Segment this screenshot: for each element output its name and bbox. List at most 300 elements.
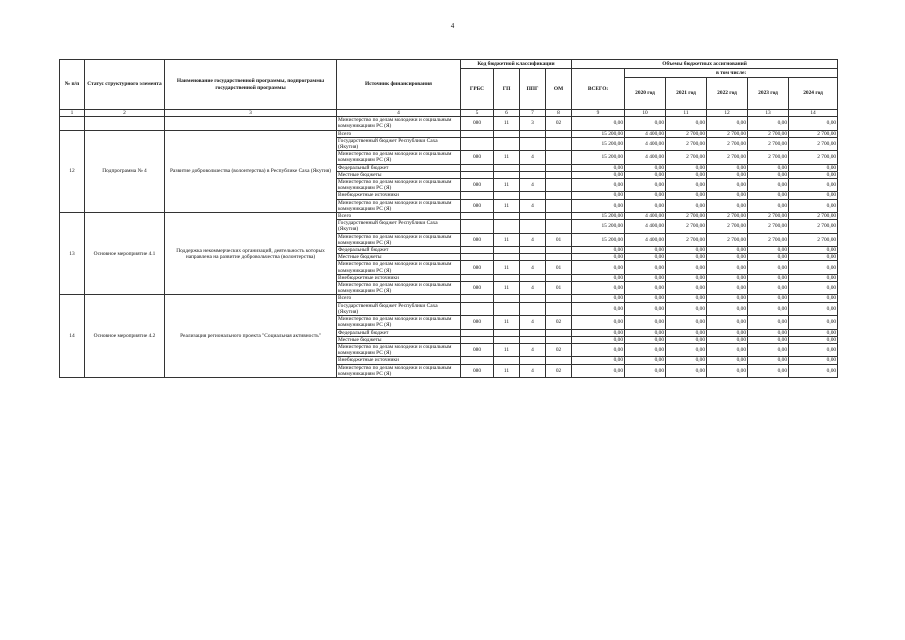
source-cell: Министерство по делам молодежи и социальным коммуникациям РС (Я) xyxy=(337,364,461,377)
ppp-cell xyxy=(520,192,546,199)
year-value-cell: 2 700,00 xyxy=(707,220,748,233)
grbs-cell: 080 xyxy=(461,261,494,274)
source-cell: Внебюджетные источники xyxy=(337,274,461,281)
year-value-cell: 0,00 xyxy=(748,261,789,274)
gp-cell: 11 xyxy=(494,199,520,212)
ppp-cell xyxy=(520,329,546,336)
year-value-cell: 0,00 xyxy=(666,117,707,130)
year-value-cell: 0,00 xyxy=(748,171,789,178)
year-value-cell: 0,00 xyxy=(707,261,748,274)
table-row xyxy=(60,213,838,220)
total-cell: 0,00 xyxy=(572,199,625,212)
grbs-cell xyxy=(461,130,494,137)
year-value-cell: 2 700,00 xyxy=(748,213,789,220)
name-cell xyxy=(165,117,337,130)
om-cell xyxy=(546,179,572,192)
header-year: 2022 год xyxy=(707,78,748,110)
year-value-cell: 0,00 xyxy=(666,254,707,261)
header-total: ВСЕГО: xyxy=(572,69,625,110)
year-value-cell: 2 700,00 xyxy=(666,137,707,150)
om-cell xyxy=(546,329,572,336)
column-number: 3 xyxy=(165,110,337,117)
total-cell: 0,00 xyxy=(572,117,625,130)
column-number: 11 xyxy=(666,110,707,117)
table-row xyxy=(60,117,838,130)
year-value-cell: 0,00 xyxy=(666,164,707,171)
total-cell: 0,00 xyxy=(572,364,625,377)
grbs-cell: 080 xyxy=(461,179,494,192)
om-cell xyxy=(546,247,572,254)
ppp-cell xyxy=(520,336,546,343)
year-value-cell: 0,00 xyxy=(625,329,666,336)
source-cell: Министерство по делам молодежи и социальным коммуникациям РС (Я) xyxy=(337,282,461,295)
total-cell: 0,00 xyxy=(572,302,625,315)
ppp-cell xyxy=(520,357,546,364)
source-cell: Местные бюджеты xyxy=(337,336,461,343)
year-value-cell: 0,00 xyxy=(666,199,707,212)
page-number: 4 xyxy=(450,22,455,30)
year-value-cell: 4 400,00 xyxy=(625,220,666,233)
ppp-cell xyxy=(520,171,546,178)
ppp-cell: 3 xyxy=(520,117,546,130)
column-number: 9 xyxy=(572,110,625,117)
program-name: Реализация регионального проекта "Социальная активность" xyxy=(165,295,337,377)
total-cell: 15 200,00 xyxy=(572,220,625,233)
ppp-cell xyxy=(520,254,546,261)
year-value-cell: 0,00 xyxy=(625,343,666,356)
year-value-cell: 0,00 xyxy=(789,329,838,336)
table-row xyxy=(60,295,838,302)
year-value-cell: 0,00 xyxy=(789,199,838,212)
year-value-cell: 2 700,00 xyxy=(707,130,748,137)
header-year: 2023 год xyxy=(748,78,789,110)
grbs-cell xyxy=(461,274,494,281)
source-cell: Внебюджетные источники xyxy=(337,357,461,364)
grbs-cell xyxy=(461,254,494,261)
row-number: 13 xyxy=(60,213,85,295)
gp-cell xyxy=(494,137,520,150)
year-value-cell: 2 700,00 xyxy=(666,233,707,246)
year-value-cell: 0,00 xyxy=(748,364,789,377)
header-name: Наименование государственной программы, подпрограммы государственной программы xyxy=(165,60,337,110)
year-value-cell: 0,00 xyxy=(748,329,789,336)
grbs-cell xyxy=(461,164,494,171)
year-value-cell: 0,00 xyxy=(707,117,748,130)
source-cell: Государственный бюджет Республики Саха (Якутия) xyxy=(337,302,461,315)
column-number: 1 xyxy=(60,110,85,117)
column-number: 14 xyxy=(789,110,838,117)
year-value-cell: 0,00 xyxy=(707,364,748,377)
column-number: 10 xyxy=(625,110,666,117)
source-cell: Государственный бюджет Республики Саха (Якутия) xyxy=(337,137,461,150)
column-number: 5 xyxy=(461,110,494,117)
ppp-cell xyxy=(520,137,546,150)
gp-cell xyxy=(494,329,520,336)
year-value-cell: 2 700,00 xyxy=(666,213,707,220)
total-cell: 15 200,00 xyxy=(572,151,625,164)
year-value-cell: 4 400,00 xyxy=(625,137,666,150)
year-value-cell: 0,00 xyxy=(789,171,838,178)
total-cell: 0,00 xyxy=(572,261,625,274)
column-number: 12 xyxy=(707,110,748,117)
header-om: ОМ xyxy=(546,69,572,110)
om-cell: 02 xyxy=(546,343,572,356)
year-value-cell: 0,00 xyxy=(625,282,666,295)
source-cell: Министерство по делам молодежи и социальным коммуникациям РС (Я) xyxy=(337,316,461,329)
total-cell: 0,00 xyxy=(572,254,625,261)
year-value-cell: 0,00 xyxy=(789,364,838,377)
gp-cell xyxy=(494,274,520,281)
total-cell: 0,00 xyxy=(572,179,625,192)
source-cell: Местные бюджеты xyxy=(337,171,461,178)
year-value-cell: 0,00 xyxy=(748,295,789,302)
total-cell: 0,00 xyxy=(572,192,625,199)
header-gp: ГП xyxy=(494,69,520,110)
year-value-cell: 0,00 xyxy=(625,302,666,315)
source-cell: Министерство по делам молодежи и социальным коммуникациям РС (Я) xyxy=(337,343,461,356)
total-cell: 0,00 xyxy=(572,357,625,364)
year-value-cell: 2 700,00 xyxy=(789,130,838,137)
program-name: Поддержка некоммерческих организаций, деятельность которых направлена на развитие добровольчества (волонтерства) xyxy=(165,213,337,295)
source-cell: Государственный бюджет Республики Саха (Якутия) xyxy=(337,220,461,233)
source-cell: Федеральный бюджет xyxy=(337,164,461,171)
gp-cell: 11 xyxy=(494,282,520,295)
year-value-cell: 0,00 xyxy=(748,357,789,364)
table-row xyxy=(60,130,838,137)
total-cell: 15 200,00 xyxy=(572,213,625,220)
year-value-cell: 0,00 xyxy=(666,282,707,295)
year-value-cell: 0,00 xyxy=(666,247,707,254)
year-value-cell: 0,00 xyxy=(666,357,707,364)
year-value-cell: 0,00 xyxy=(748,179,789,192)
grbs-cell xyxy=(461,171,494,178)
grbs-cell xyxy=(461,247,494,254)
header-no: № п/п xyxy=(60,60,85,110)
budget-table xyxy=(59,59,838,378)
year-value-cell: 0,00 xyxy=(707,192,748,199)
ppp-cell xyxy=(520,164,546,171)
gp-cell xyxy=(494,213,520,220)
gp-cell: 11 xyxy=(494,117,520,130)
grbs-cell: 080 xyxy=(461,282,494,295)
year-value-cell: 0,00 xyxy=(666,179,707,192)
year-value-cell: 0,00 xyxy=(625,247,666,254)
year-value-cell: 0,00 xyxy=(707,199,748,212)
year-value-cell: 0,00 xyxy=(707,164,748,171)
year-value-cell: 2 700,00 xyxy=(789,137,838,150)
header-source: Источник финансирования xyxy=(337,60,461,110)
om-cell xyxy=(546,164,572,171)
year-value-cell: 0,00 xyxy=(707,274,748,281)
year-value-cell: 0,00 xyxy=(666,261,707,274)
ppp-cell: 4 xyxy=(520,179,546,192)
year-value-cell: 0,00 xyxy=(707,302,748,315)
total-cell: 15 200,00 xyxy=(572,137,625,150)
year-value-cell: 2 700,00 xyxy=(666,220,707,233)
grbs-cell xyxy=(461,213,494,220)
om-cell xyxy=(546,137,572,150)
total-cell: 0,00 xyxy=(572,247,625,254)
column-number: 6 xyxy=(494,110,520,117)
year-value-cell: 0,00 xyxy=(789,117,838,130)
source-cell: Всего xyxy=(337,295,461,302)
ppp-cell: 4 xyxy=(520,233,546,246)
om-cell xyxy=(546,357,572,364)
header-code-group: Код бюджетной классификации xyxy=(461,60,572,69)
grbs-cell: 080 xyxy=(461,316,494,329)
ppp-cell: 4 xyxy=(520,364,546,377)
om-cell xyxy=(546,274,572,281)
year-value-cell: 2 700,00 xyxy=(707,213,748,220)
source-cell: Министерство по делам молодежи и социальным коммуникациям РС (Я) xyxy=(337,233,461,246)
year-value-cell: 0,00 xyxy=(789,192,838,199)
year-value-cell: 2 700,00 xyxy=(748,233,789,246)
year-value-cell: 0,00 xyxy=(625,274,666,281)
year-value-cell: 0,00 xyxy=(625,192,666,199)
year-value-cell: 0,00 xyxy=(707,316,748,329)
source-cell: Министерство по делам молодежи и социальным коммуникациям РС (Я) xyxy=(337,117,461,130)
year-value-cell: 0,00 xyxy=(625,364,666,377)
ppp-cell: 4 xyxy=(520,343,546,356)
year-value-cell: 0,00 xyxy=(789,261,838,274)
grbs-cell: 080 xyxy=(461,151,494,164)
total-cell: 0,00 xyxy=(572,316,625,329)
year-value-cell: 0,00 xyxy=(625,179,666,192)
ppp-cell: 4 xyxy=(520,151,546,164)
year-value-cell: 0,00 xyxy=(748,199,789,212)
no-cell xyxy=(60,117,85,130)
row-number: 14 xyxy=(60,295,85,377)
year-value-cell: 0,00 xyxy=(707,295,748,302)
om-cell: 02 xyxy=(546,316,572,329)
year-value-cell: 0,00 xyxy=(748,316,789,329)
year-value-cell: 0,00 xyxy=(789,282,838,295)
grbs-cell: 080 xyxy=(461,343,494,356)
gp-cell: 11 xyxy=(494,343,520,356)
year-value-cell: 2 700,00 xyxy=(748,130,789,137)
year-value-cell: 0,00 xyxy=(789,316,838,329)
year-value-cell: 0,00 xyxy=(707,171,748,178)
grbs-cell xyxy=(461,357,494,364)
year-value-cell: 0,00 xyxy=(707,329,748,336)
total-cell: 15 200,00 xyxy=(572,233,625,246)
header-year: 2020 год xyxy=(625,78,666,110)
year-value-cell: 0,00 xyxy=(748,274,789,281)
year-value-cell: 0,00 xyxy=(748,117,789,130)
source-cell: Местные бюджеты xyxy=(337,254,461,261)
grbs-cell xyxy=(461,137,494,150)
status-label: Основное мероприятие 4.1 xyxy=(85,213,165,295)
grbs-cell: 080 xyxy=(461,233,494,246)
year-value-cell: 0,00 xyxy=(625,261,666,274)
header-incl: в том числе: xyxy=(625,69,838,78)
ppp-cell xyxy=(520,220,546,233)
om-cell xyxy=(546,151,572,164)
year-value-cell: 4 400,00 xyxy=(625,233,666,246)
header-grbs: ГРБС xyxy=(461,69,494,110)
gp-cell xyxy=(494,220,520,233)
ppp-cell: 4 xyxy=(520,199,546,212)
ppp-cell xyxy=(520,295,546,302)
om-cell xyxy=(546,336,572,343)
year-value-cell: 2 700,00 xyxy=(789,220,838,233)
year-value-cell: 4 400,00 xyxy=(625,151,666,164)
year-value-cell: 0,00 xyxy=(748,282,789,295)
om-cell xyxy=(546,254,572,261)
gp-cell: 11 xyxy=(494,316,520,329)
total-cell: 0,00 xyxy=(572,282,625,295)
column-number: 2 xyxy=(85,110,165,117)
total-cell: 0,00 xyxy=(572,336,625,343)
year-value-cell: 0,00 xyxy=(666,364,707,377)
grbs-cell xyxy=(461,192,494,199)
year-value-cell: 0,00 xyxy=(625,295,666,302)
gp-cell xyxy=(494,192,520,199)
program-name: Развитие добровольчества (волонтерства) в Республике Саха (Якутия) xyxy=(165,130,337,212)
header-year: 2021 год xyxy=(666,78,707,110)
year-value-cell: 2 700,00 xyxy=(789,213,838,220)
year-value-cell: 0,00 xyxy=(666,192,707,199)
year-value-cell: 0,00 xyxy=(625,357,666,364)
status-label: Основное мероприятие 4.2 xyxy=(85,295,165,377)
year-value-cell: 0,00 xyxy=(748,254,789,261)
gp-cell xyxy=(494,254,520,261)
total-cell: 0,00 xyxy=(572,295,625,302)
year-value-cell: 0,00 xyxy=(707,282,748,295)
year-value-cell: 0,00 xyxy=(666,316,707,329)
year-value-cell: 2 700,00 xyxy=(748,220,789,233)
year-value-cell: 0,00 xyxy=(748,302,789,315)
source-cell: Всего xyxy=(337,213,461,220)
total-cell: 0,00 xyxy=(572,164,625,171)
grbs-cell: 080 xyxy=(461,364,494,377)
year-value-cell: 0,00 xyxy=(789,247,838,254)
year-value-cell: 0,00 xyxy=(748,247,789,254)
om-cell: 02 xyxy=(546,364,572,377)
om-cell xyxy=(546,130,572,137)
year-value-cell: 2 700,00 xyxy=(789,151,838,164)
ppp-cell xyxy=(520,130,546,137)
om-cell xyxy=(546,302,572,315)
year-value-cell: 0,00 xyxy=(748,164,789,171)
gp-cell xyxy=(494,336,520,343)
total-cell: 0,00 xyxy=(572,343,625,356)
source-cell: Министерство по делам молодежи и социальным коммуникациям РС (Я) xyxy=(337,261,461,274)
year-value-cell: 0,00 xyxy=(625,254,666,261)
gp-cell xyxy=(494,302,520,315)
year-value-cell: 0,00 xyxy=(789,295,838,302)
year-value-cell: 0,00 xyxy=(789,179,838,192)
year-value-cell: 0,00 xyxy=(625,164,666,171)
grbs-cell: 080 xyxy=(461,199,494,212)
year-value-cell: 2 700,00 xyxy=(707,151,748,164)
ppp-cell: 4 xyxy=(520,316,546,329)
year-value-cell: 0,00 xyxy=(707,179,748,192)
gp-cell: 11 xyxy=(494,179,520,192)
om-cell: 01 xyxy=(546,261,572,274)
year-value-cell: 0,00 xyxy=(707,247,748,254)
gp-cell xyxy=(494,164,520,171)
year-value-cell: 2 700,00 xyxy=(666,130,707,137)
year-value-cell: 2 700,00 xyxy=(748,137,789,150)
column-number: 13 xyxy=(748,110,789,117)
om-cell xyxy=(546,220,572,233)
om-cell xyxy=(546,192,572,199)
ppp-cell xyxy=(520,302,546,315)
year-value-cell: 2 700,00 xyxy=(748,151,789,164)
column-number-row xyxy=(60,110,838,117)
year-value-cell: 0,00 xyxy=(789,254,838,261)
column-number: 8 xyxy=(546,110,572,117)
gp-cell xyxy=(494,130,520,137)
year-value-cell: 0,00 xyxy=(707,336,748,343)
source-cell: Внебюджетные источники xyxy=(337,192,461,199)
total-cell: 0,00 xyxy=(572,171,625,178)
source-cell: Министерство по делам молодежи и социальным коммуникациям РС (Я) xyxy=(337,151,461,164)
year-value-cell: 0,00 xyxy=(625,171,666,178)
om-cell: 02 xyxy=(546,117,572,130)
gp-cell: 11 xyxy=(494,233,520,246)
grbs-cell xyxy=(461,295,494,302)
year-value-cell: 0,00 xyxy=(789,274,838,281)
om-cell: 01 xyxy=(546,282,572,295)
year-value-cell: 0,00 xyxy=(666,336,707,343)
header-volume-group: Объемы бюджетных ассигнований xyxy=(572,60,838,69)
column-number: 7 xyxy=(520,110,546,117)
ppp-cell xyxy=(520,247,546,254)
year-value-cell: 0,00 xyxy=(666,274,707,281)
year-value-cell: 0,00 xyxy=(666,295,707,302)
source-cell: Министерство по делам молодежи и социальным коммуникациям РС (Я) xyxy=(337,199,461,212)
year-value-cell: 4 400,00 xyxy=(625,213,666,220)
grbs-cell xyxy=(461,220,494,233)
header-status: Статус структурного элемента xyxy=(85,60,165,110)
om-cell: 01 xyxy=(546,233,572,246)
year-value-cell: 0,00 xyxy=(625,199,666,212)
year-value-cell: 0,00 xyxy=(789,164,838,171)
year-value-cell: 0,00 xyxy=(748,192,789,199)
year-value-cell: 2 700,00 xyxy=(707,137,748,150)
om-cell xyxy=(546,171,572,178)
source-cell: Министерство по делам молодежи и социальным коммуникациям РС (Я) xyxy=(337,179,461,192)
year-value-cell: 0,00 xyxy=(789,302,838,315)
gp-cell xyxy=(494,295,520,302)
year-value-cell: 0,00 xyxy=(625,117,666,130)
status-cell xyxy=(85,117,165,130)
year-value-cell: 0,00 xyxy=(789,343,838,356)
gp-cell xyxy=(494,171,520,178)
header-year: 2024 год xyxy=(789,78,838,110)
grbs-cell xyxy=(461,302,494,315)
source-cell: Федеральный бюджет xyxy=(337,247,461,254)
total-cell: 15 200,00 xyxy=(572,130,625,137)
ppp-cell xyxy=(520,213,546,220)
year-value-cell: 0,00 xyxy=(625,316,666,329)
gp-cell: 11 xyxy=(494,364,520,377)
gp-cell: 11 xyxy=(494,261,520,274)
year-value-cell: 0,00 xyxy=(707,254,748,261)
total-cell: 0,00 xyxy=(572,274,625,281)
om-cell xyxy=(546,213,572,220)
gp-cell xyxy=(494,357,520,364)
grbs-cell xyxy=(461,329,494,336)
ppp-cell: 4 xyxy=(520,282,546,295)
ppp-cell xyxy=(520,274,546,281)
ppp-cell: 4 xyxy=(520,261,546,274)
year-value-cell: 0,00 xyxy=(789,336,838,343)
year-value-cell: 0,00 xyxy=(707,343,748,356)
year-value-cell: 0,00 xyxy=(666,302,707,315)
